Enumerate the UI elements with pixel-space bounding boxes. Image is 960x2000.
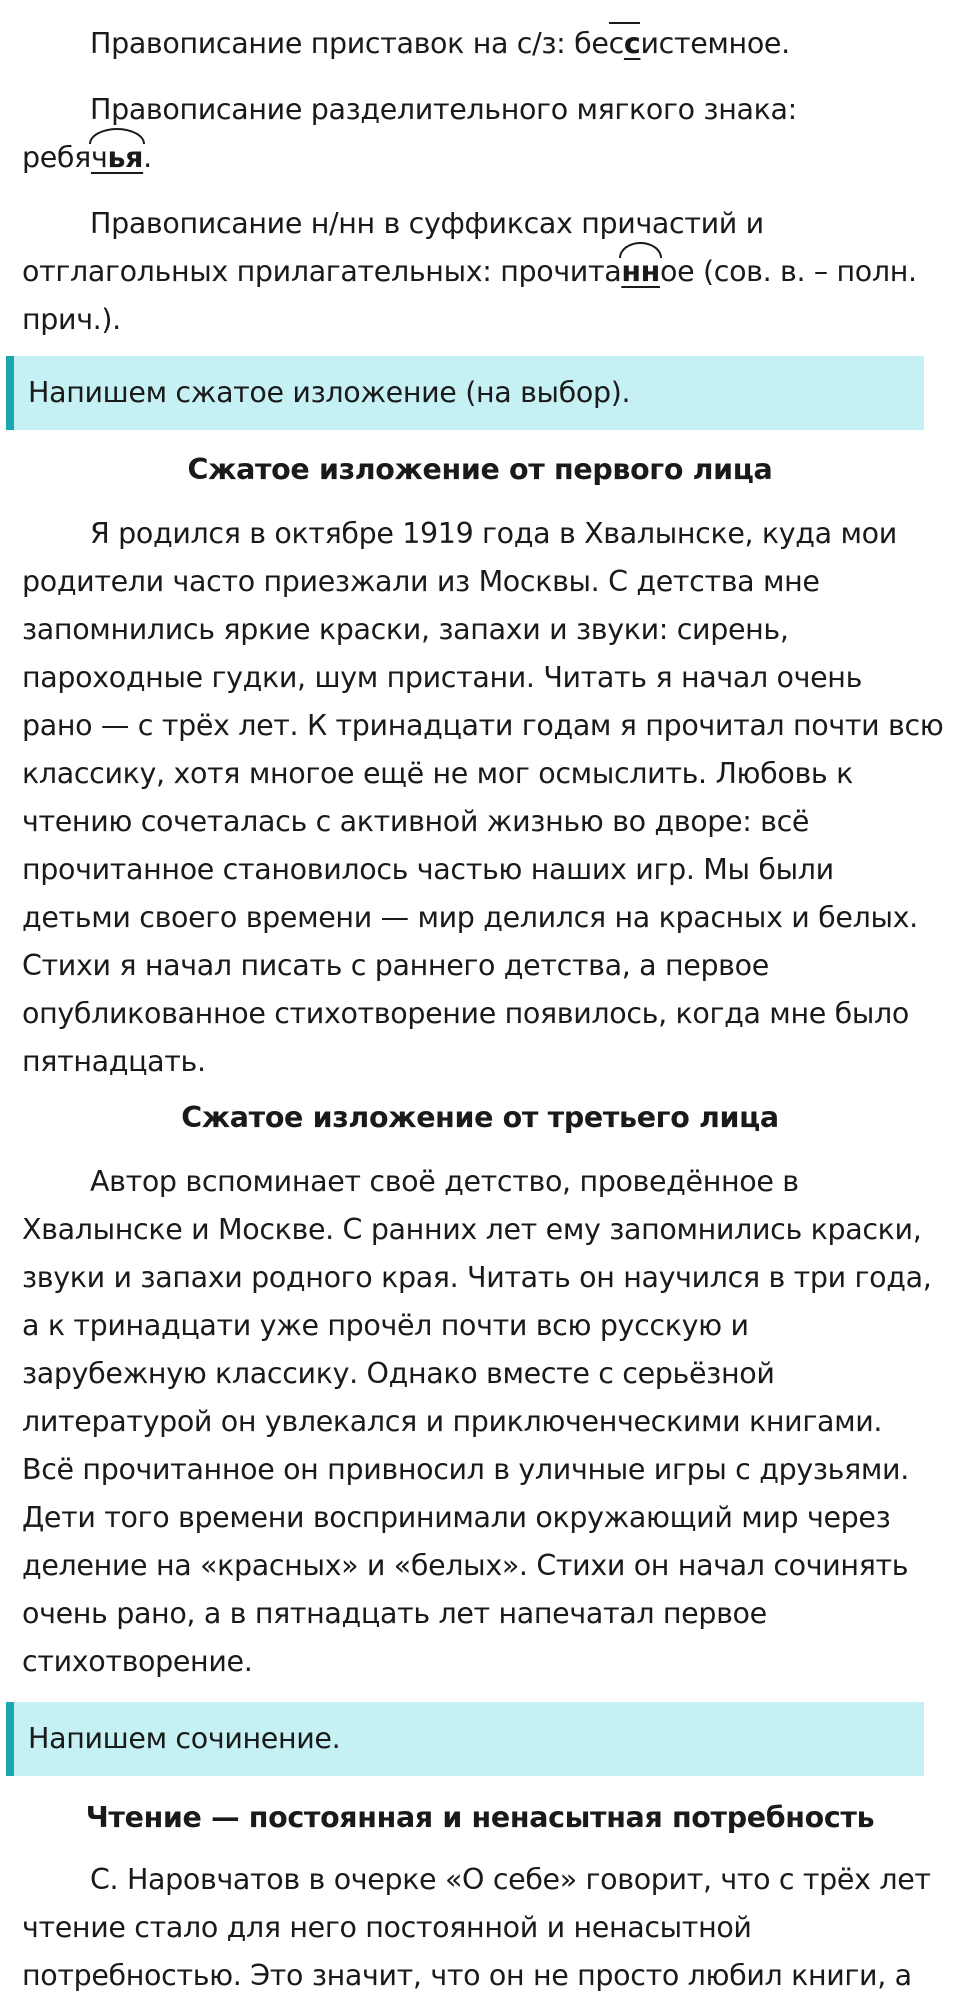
rule-nn-line1: Правописание н/нн в суффиксах причастий и bbox=[90, 207, 764, 240]
text-line: пароходные гудки, шум пристани. Читать я начал очень bbox=[22, 661, 863, 694]
text-line: родители часто приезжали из Москвы. С детства мне bbox=[22, 565, 820, 598]
text-line: стихотворение. bbox=[22, 1645, 253, 1678]
text-line: Стихи я начал писать с раннего детства, а первое bbox=[22, 949, 769, 982]
text-line: рано — с трёх лет. К тринадцати годам я прочитал почти всю bbox=[22, 709, 944, 742]
example-word-prefix bbox=[574, 27, 790, 60]
text-line: Всё прочитанное он привносил в уличные игры с друзьями. bbox=[22, 1453, 909, 1486]
word-part: ребя bbox=[22, 141, 91, 174]
prefix-mark bbox=[609, 20, 641, 68]
heading-first-person: Сжатое изложение от первого лица bbox=[187, 453, 773, 486]
word-part: отглагольных прилагательных: прочита bbox=[22, 255, 622, 288]
text-line: Хвалынске и Москве. С ранних лет ему запомнились краски, bbox=[22, 1213, 922, 1246]
text-line: потребностью. Это значит, что он не просто любил книги, а bbox=[22, 1959, 912, 1992]
text-line: детьми своего времени — мир делился на красных и белых. bbox=[22, 901, 918, 934]
word-part: . bbox=[143, 141, 152, 174]
text-line: опубликованное стихотворение появилось, когда мне было bbox=[22, 997, 909, 1030]
text-line: С. Наровчатов в очерке «О себе» говорит, что с трёх лет bbox=[90, 1863, 931, 1896]
highlighted-letters: нн bbox=[621, 255, 661, 288]
highlighted-letters: ья bbox=[107, 141, 144, 174]
text-line: зарубежную классику. Однако вместе с серьёзной bbox=[22, 1357, 775, 1390]
text-line: прочитанное становилось частью наших игр. Мы были bbox=[22, 853, 834, 886]
text-line: деление на «красных» и «белых». Стихи он начал сочинять bbox=[22, 1549, 909, 1582]
heading-third-person: Сжатое изложение от третьего лица bbox=[181, 1101, 779, 1134]
task-banner-summary: Напишем сжатое изложение (на выбор). bbox=[6, 356, 924, 430]
suffix-mark bbox=[621, 248, 660, 296]
word-part: с bbox=[608, 27, 624, 60]
text-line: звуки и запахи родного края. Читать он научился в три года, bbox=[22, 1261, 932, 1294]
task-banner-essay: Напишем сочинение. bbox=[6, 1702, 924, 1776]
text-line: Автор вспоминает своё детство, проведённое в bbox=[90, 1165, 799, 1198]
rule-nn-line2 bbox=[22, 248, 952, 296]
text-line: чтению сочеталась с активной жизнью во дворе: всё bbox=[22, 805, 810, 838]
text-line: пятнадцать. bbox=[22, 1045, 206, 1078]
heading-essay: Чтение — постоянная и ненасытная потребность bbox=[85, 1801, 875, 1834]
text-line: литературой он увлекался и приключенческими книгами. bbox=[22, 1405, 883, 1438]
text-line: Я родился в октябре 1919 года в Хвалынске, куда мои bbox=[90, 517, 897, 550]
text-line: Дети того времени воспринимали окружающий мир через bbox=[22, 1501, 891, 1534]
rule-soft-sign-line1 bbox=[22, 86, 960, 134]
word-part: ч bbox=[90, 141, 108, 174]
highlighted-letter: с bbox=[623, 27, 641, 60]
word-part: ое (сов. в. – полн. bbox=[660, 255, 917, 288]
text-line: классику, хотя многое ещё не мог осмыслить. Любовь к bbox=[22, 757, 853, 790]
text-line: чтение стало для него постоянной и ненасытной bbox=[22, 1911, 752, 1944]
rule-soft-sign-line2 bbox=[22, 134, 952, 182]
text-line: запомнились яркие краски, запахи и звуки: сирень, bbox=[22, 613, 789, 646]
example-word-soft-sign bbox=[22, 141, 152, 174]
word-part: бе bbox=[574, 27, 609, 60]
rule-prefix-label: Правописание приставок на с/з: bbox=[90, 27, 575, 60]
text-line: а к тринадцати уже прочёл почти всю русскую и bbox=[22, 1309, 749, 1342]
text-line: очень рано, а в пятнадцать лет напечатал первое bbox=[22, 1597, 767, 1630]
root-mark bbox=[91, 134, 143, 182]
rule-soft-sign-label: Правописание разделительного мягкого знака: bbox=[90, 93, 797, 126]
rule-prefix bbox=[22, 20, 960, 68]
word-part: истемное. bbox=[640, 27, 790, 60]
rule-nn-line3: прич.). bbox=[22, 303, 121, 336]
